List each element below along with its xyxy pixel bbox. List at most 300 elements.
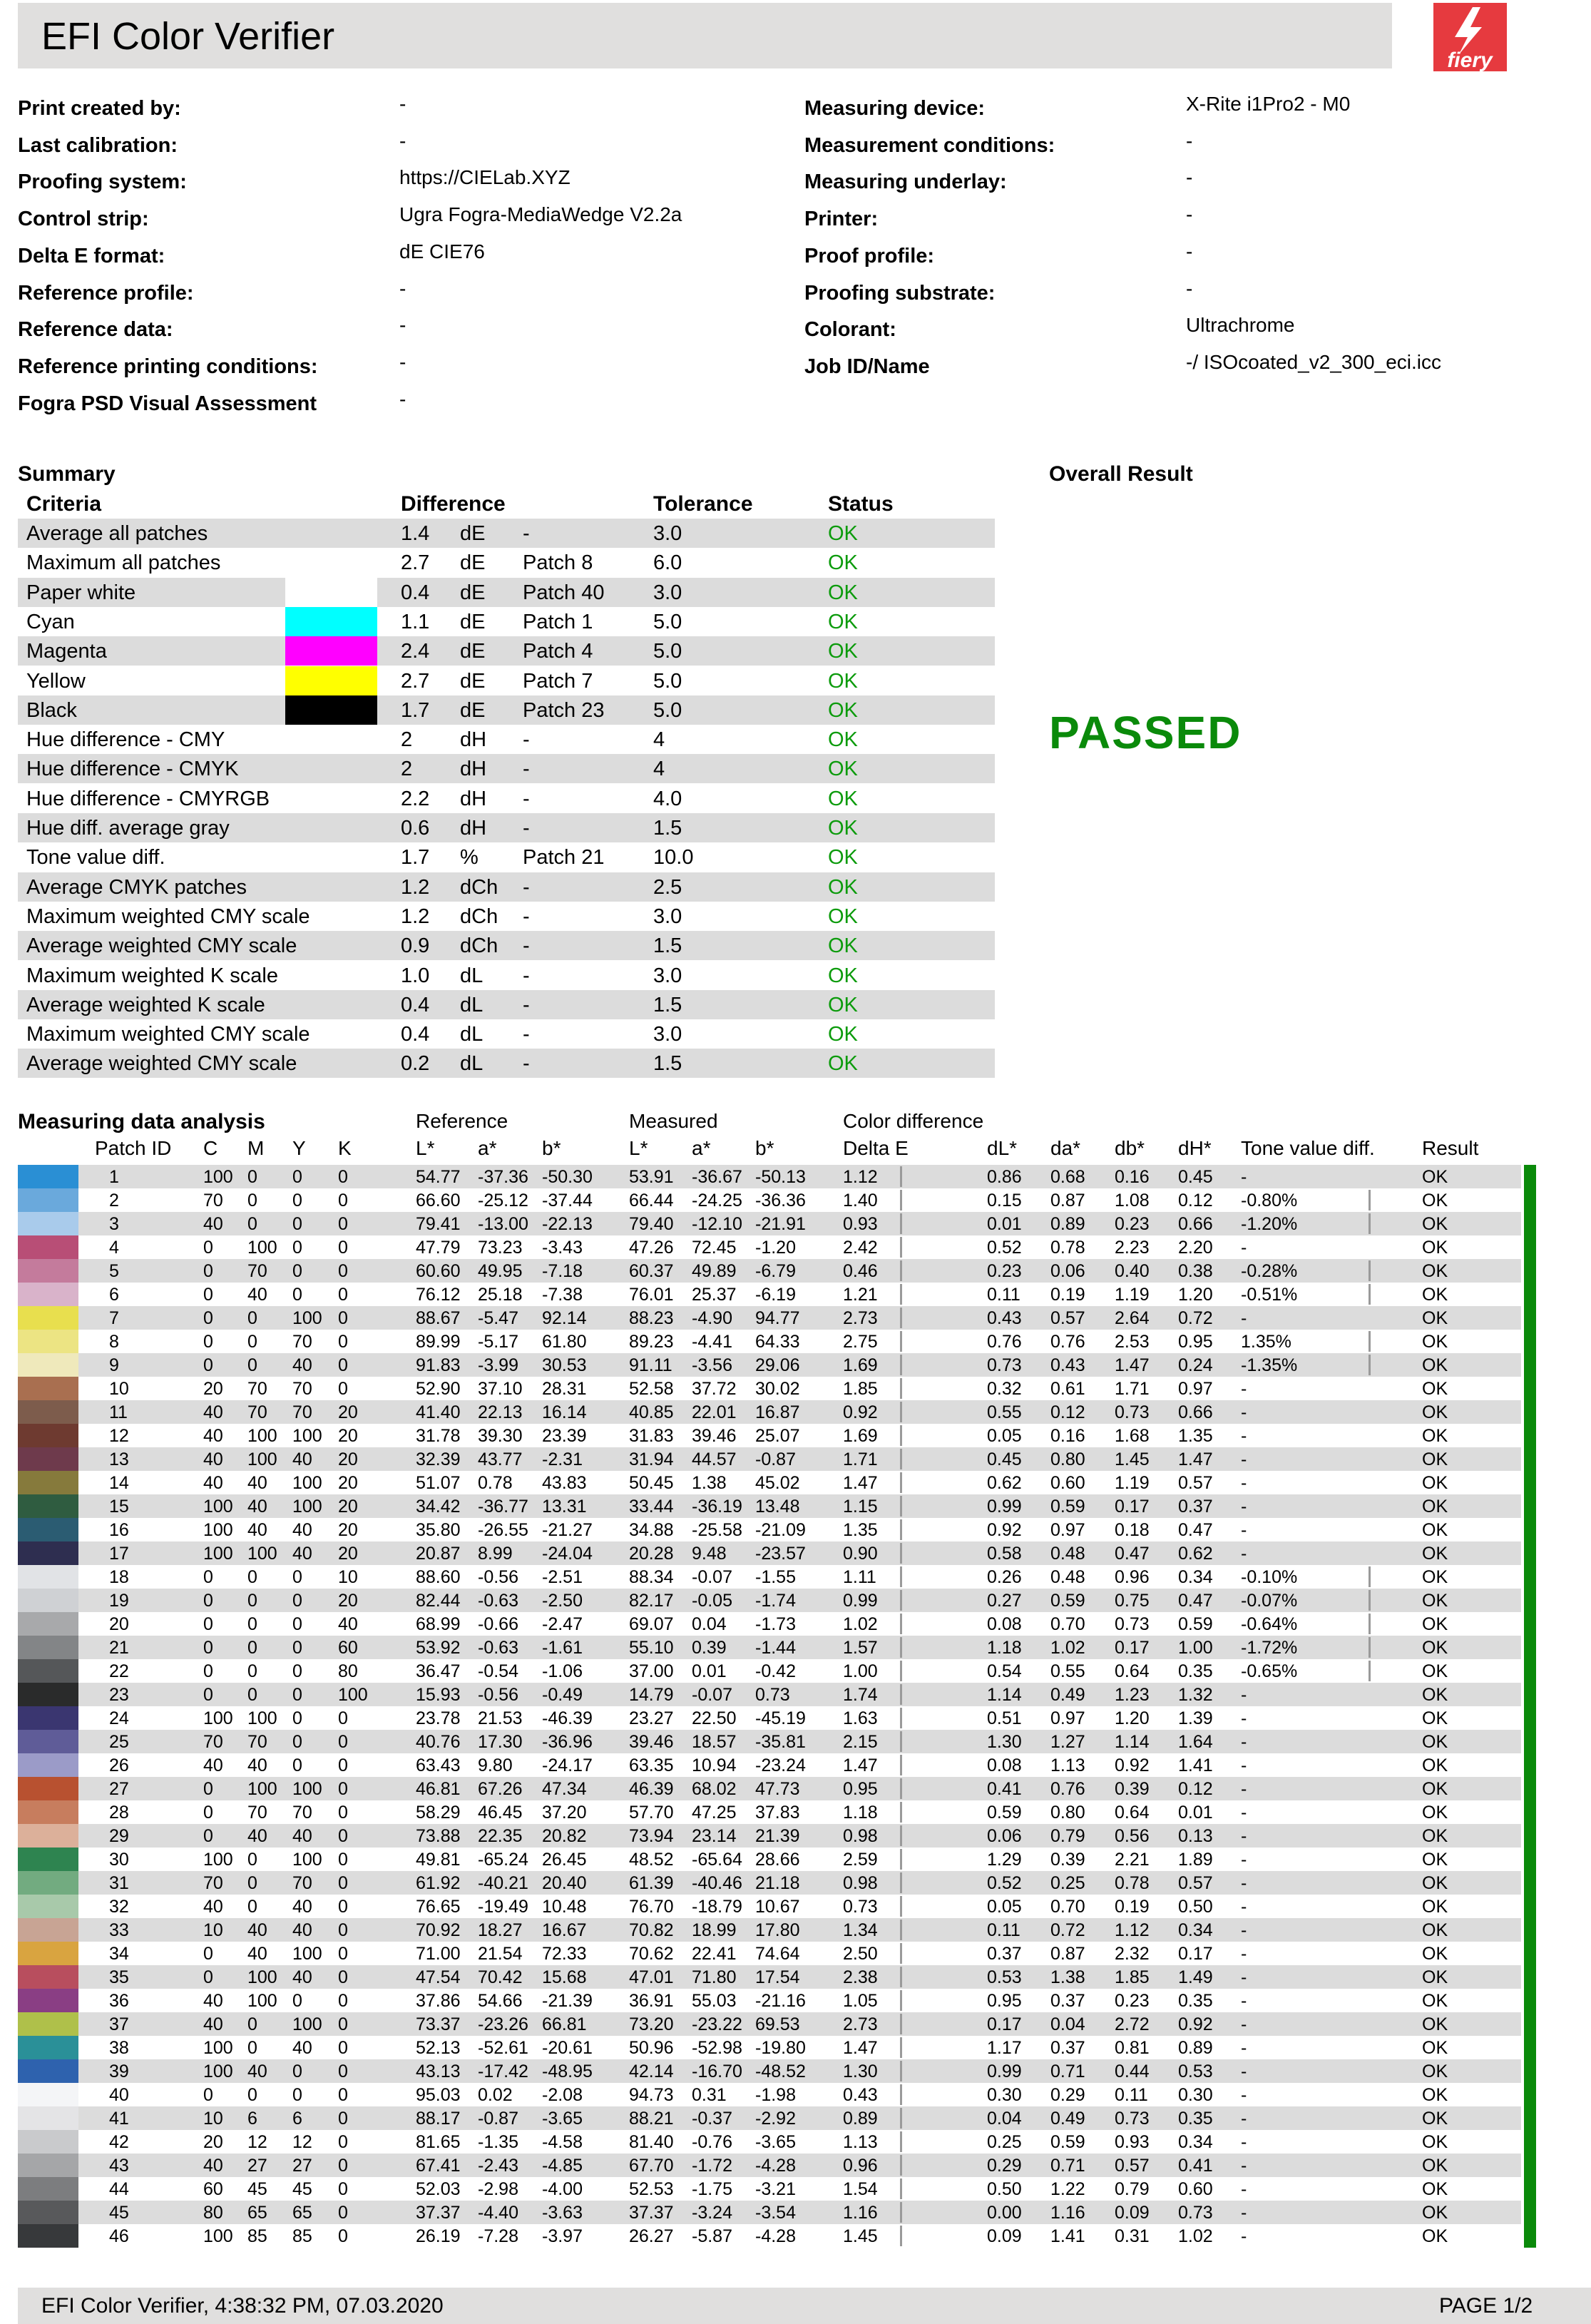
cell-a-: 17.30 [478, 1732, 523, 1752]
cell-result: OK [1422, 1332, 1448, 1352]
cell-l-: 61.92 [416, 1873, 461, 1893]
cell-db-: 0.18 [1115, 1520, 1150, 1540]
cell-a-: 73.23 [478, 1238, 523, 1258]
cell-c: 0 [203, 1944, 213, 1964]
cell-b-: -4.28 [755, 2156, 796, 2176]
cell-patch-id: 16 [109, 1520, 129, 1540]
cell-tone-value-diff-: -0.65% [1241, 1661, 1298, 1681]
cell-c: 10 [203, 1920, 223, 1940]
delta-e-bar [900, 1872, 902, 1893]
cell-b-: 10.67 [755, 1897, 800, 1917]
worst-patch: Patch 23 [523, 698, 605, 722]
cell-k: 0 [338, 2061, 348, 2081]
cell-k: 0 [338, 1285, 348, 1305]
data-row [18, 1777, 1521, 1800]
column-header: K [338, 1137, 352, 1159]
data-row [18, 1730, 1521, 1753]
cell-m: 40 [247, 1520, 267, 1540]
delta-e-bar [900, 2108, 902, 2129]
cell-a-: -25.58 [692, 1520, 742, 1540]
criteria-label: Cyan [26, 610, 75, 633]
cell-y: 0 [292, 1991, 302, 2011]
tolerance-value: 2.5 [653, 875, 682, 899]
cell-l-: 35.80 [416, 1520, 461, 1540]
cell-patch-id: 26 [109, 1755, 129, 1775]
cell-c: 100 [203, 2226, 233, 2246]
cell-tone-value-diff-: - [1241, 1708, 1247, 1728]
delta-e-bar [900, 1260, 902, 1281]
cell-a-: 22.13 [478, 1402, 523, 1422]
color-swatch [285, 695, 377, 725]
cell-l-: 63.43 [416, 1755, 461, 1775]
cell-b-: 0.73 [755, 1685, 790, 1705]
cell-l-: 37.37 [629, 2203, 674, 2223]
cell-k: 20 [338, 1473, 358, 1493]
column-header: a* [692, 1137, 711, 1159]
cell-b-: 21.18 [755, 1873, 800, 1893]
cell-a-: 18.99 [692, 1920, 737, 1940]
cell-a-: 0.31 [692, 2085, 727, 2105]
cell-result: OK [1422, 1991, 1448, 2011]
cell-k: 0 [338, 2203, 348, 2223]
patch-swatch [18, 1871, 78, 1895]
cell-l-: 70.92 [416, 1920, 461, 1940]
cell-da-: 0.25 [1050, 1873, 1085, 1893]
cell-delta-e: 0.73 [843, 1897, 878, 1917]
difference-value: 0.4 [401, 993, 430, 1016]
cell-dl-: 0.51 [987, 1708, 1022, 1728]
patch-swatch [18, 1989, 78, 2012]
cell-l-: 67.70 [629, 2156, 674, 2176]
cell-da-: 1.27 [1050, 1732, 1085, 1752]
summary-row [18, 636, 995, 666]
cell-delta-e: 1.15 [843, 1497, 878, 1517]
cell-k: 0 [338, 1873, 348, 1893]
cell-b-: -2.50 [542, 1591, 583, 1611]
cell-b-: 45.02 [755, 1473, 800, 1493]
data-row [18, 2106, 1521, 2130]
cell-b-: 26.45 [542, 1850, 587, 1870]
cell-dl-: 0.04 [987, 2109, 1022, 2129]
cell-a-: -2.98 [478, 2179, 518, 2199]
cell-l-: 34.88 [629, 1520, 674, 1540]
delta-e-bar [900, 1614, 902, 1634]
cell-result: OK [1422, 2156, 1448, 2176]
cell-db-: 1.20 [1115, 1708, 1150, 1728]
cell-m: 0 [247, 2038, 257, 2058]
delta-e-bar [900, 1731, 902, 1752]
cell-dh-: 0.57 [1178, 1873, 1213, 1893]
cell-dh-: 0.35 [1178, 1991, 1213, 2011]
cell-y: 0 [292, 1685, 302, 1705]
cell-y: 0 [292, 1167, 302, 1187]
cell-patch-id: 22 [109, 1661, 129, 1681]
cell-dl-: 0.58 [987, 1544, 1022, 1564]
difference-value: 2.7 [401, 551, 430, 575]
cell-l-: 88.21 [629, 2109, 674, 2129]
tone-value-bar [1369, 1637, 1371, 1658]
info-value: - [399, 129, 406, 152]
info-value: -/ ISOcoated_v2_300_eci.icc [1186, 350, 1441, 373]
cell-dh-: 0.34 [1178, 2132, 1213, 2152]
cell-b-: 28.31 [542, 1379, 587, 1399]
page-number: PAGE 1/2 [1439, 2294, 1533, 2318]
cell-dh-: 0.53 [1178, 2061, 1213, 2081]
cell-y: 0 [292, 1214, 302, 1234]
info-value: X-Rite i1Pro2 - M0 [1186, 93, 1351, 115]
cell-tone-value-diff-: - [1241, 2109, 1247, 2129]
status-value: OK [828, 551, 858, 575]
cell-m: 100 [247, 1708, 277, 1728]
cell-k: 0 [338, 2156, 348, 2176]
cell-b-: 94.77 [755, 1308, 800, 1328]
cell-l-: 23.78 [416, 1708, 461, 1728]
cell-k: 20 [338, 1497, 358, 1517]
cell-a-: 39.30 [478, 1426, 523, 1446]
cell-db-: 0.47 [1115, 1544, 1150, 1564]
cell-b-: -4.00 [542, 2179, 583, 2199]
cell-y: 100 [292, 1944, 322, 1964]
cell-tone-value-diff-: - [1241, 1967, 1247, 1987]
info-label: Colorant: [804, 318, 896, 342]
cell-da-: 1.22 [1050, 2179, 1085, 2199]
cell-a-: 72.45 [692, 1238, 737, 1258]
cell-delta-e: 1.00 [843, 1661, 878, 1681]
data-row [18, 2059, 1521, 2083]
cell-a-: 70.42 [478, 1967, 523, 1987]
cell-dh-: 1.41 [1178, 1755, 1213, 1775]
info-label: Reference printing conditions: [18, 355, 318, 378]
cell-db-: 2.72 [1115, 2014, 1150, 2034]
cell-db-: 0.17 [1115, 1638, 1150, 1658]
cell-a-: -40.21 [478, 1873, 528, 1893]
patch-swatch [18, 1565, 78, 1589]
cell-a-: 23.14 [692, 1826, 737, 1846]
cell-da-: 1.41 [1050, 2226, 1085, 2246]
cell-l-: 42.14 [629, 2061, 674, 2081]
patch-swatch [18, 1753, 78, 1777]
worst-patch: - [523, 964, 530, 987]
cell-result: OK [1422, 1779, 1448, 1799]
cell-c: 40 [203, 1755, 223, 1775]
worst-patch: - [523, 787, 530, 810]
cell-l-: 67.41 [416, 2156, 461, 2176]
summary-row [18, 1019, 995, 1049]
cell-m: 0 [247, 1850, 257, 1870]
cell-da-: 0.59 [1050, 1591, 1085, 1611]
cell-l-: 69.07 [629, 1614, 674, 1634]
cell-da-: 0.59 [1050, 1497, 1085, 1517]
data-row [18, 1589, 1521, 1612]
cell-m: 40 [247, 1826, 267, 1846]
cell-patch-id: 36 [109, 1991, 129, 2011]
cell-delta-e: 0.99 [843, 1591, 878, 1611]
criteria-label: Average weighted K scale [26, 993, 265, 1016]
delta-e-bar [900, 1778, 902, 1799]
tolerance-value: 5.0 [653, 669, 682, 693]
cell-y: 45 [292, 2179, 312, 2199]
cell-delta-e: 2.75 [843, 1332, 878, 1352]
cell-result: OK [1422, 1661, 1448, 1681]
cell-db-: 0.23 [1115, 1214, 1150, 1234]
cell-tone-value-diff-: - [1241, 1402, 1247, 1422]
cell-a-: 49.89 [692, 1261, 737, 1281]
column-header: Patch ID [95, 1137, 172, 1159]
cell-delta-e: 1.05 [843, 1991, 878, 2011]
cell-l-: 50.45 [629, 1473, 674, 1493]
cell-a-: -52.98 [692, 2038, 742, 2058]
data-row [18, 1753, 1521, 1777]
cell-db-: 0.93 [1115, 2132, 1150, 2152]
cell-a-: 43.77 [478, 1449, 523, 1469]
cell-b-: 10.48 [542, 1897, 587, 1917]
cell-m: 0 [247, 1661, 257, 1681]
cell-l-: 37.37 [416, 2203, 461, 2223]
data-row [18, 1235, 1521, 1259]
cell-b-: 17.80 [755, 1920, 800, 1940]
cell-k: 0 [338, 2085, 348, 2105]
cell-result: OK [1422, 1379, 1448, 1399]
cell-patch-id: 2 [109, 1191, 119, 1211]
cell-b-: -36.36 [755, 1191, 806, 1211]
column-header: C [203, 1137, 218, 1159]
cell-y: 0 [292, 1238, 302, 1258]
cell-l-: 48.52 [629, 1850, 674, 1870]
cell-db-: 0.17 [1115, 1497, 1150, 1517]
lightning-icon [1433, 3, 1507, 71]
cell-da-: 0.06 [1050, 1261, 1085, 1281]
cell-l-: 31.78 [416, 1426, 461, 1446]
cell-c: 0 [203, 1332, 213, 1352]
fiery-logo [1433, 3, 1507, 71]
cell-dh-: 0.12 [1178, 1191, 1213, 1211]
cell-da-: 1.02 [1050, 1638, 1085, 1658]
cell-da-: 0.60 [1050, 1473, 1085, 1493]
delta-e-bar [900, 2061, 902, 2081]
cell-result: OK [1422, 1803, 1448, 1823]
patch-swatch [18, 2059, 78, 2083]
cell-a-: -0.37 [692, 2109, 732, 2129]
cell-b-: -1.73 [755, 1614, 796, 1634]
data-row [18, 1541, 1521, 1565]
cell-l-: 66.44 [629, 1191, 674, 1211]
cell-l-: 46.39 [629, 1779, 674, 1799]
criteria-label: Paper white [26, 581, 136, 604]
cell-c: 100 [203, 1850, 233, 1870]
cell-tone-value-diff-: - [1241, 1873, 1247, 1893]
data-row [18, 1494, 1521, 1518]
cell-m: 0 [247, 1355, 257, 1375]
cell-a-: 54.66 [478, 1991, 523, 2011]
cell-b-: 23.39 [542, 1426, 587, 1446]
cell-patch-id: 39 [109, 2061, 129, 2081]
tone-value-bar [1369, 1661, 1371, 1681]
cell-k: 0 [338, 2038, 348, 2058]
cell-delta-e: 2.38 [843, 1967, 878, 1987]
patch-swatch [18, 1636, 78, 1659]
cell-a-: -1.72 [692, 2156, 732, 2176]
patch-swatch [18, 1800, 78, 1824]
tolerance-value: 3.0 [653, 522, 682, 545]
cell-dl-: 0.52 [987, 1873, 1022, 1893]
cell-dl-: 0.54 [987, 1661, 1022, 1681]
cell-c: 40 [203, 1449, 223, 1469]
cell-l-: 26.27 [629, 2226, 674, 2246]
data-row [18, 1683, 1521, 1706]
cell-l-: 60.60 [416, 1261, 461, 1281]
cell-k: 20 [338, 1591, 358, 1611]
cell-da-: 0.57 [1050, 1308, 1085, 1328]
cell-patch-id: 10 [109, 1379, 129, 1399]
cell-k: 20 [338, 1520, 358, 1540]
cell-result: OK [1422, 1567, 1448, 1587]
cell-db-: 1.47 [1115, 1355, 1150, 1375]
cell-l-: 76.65 [416, 1897, 461, 1917]
cell-dh-: 0.89 [1178, 2038, 1213, 2058]
cell-m: 6 [247, 2109, 257, 2129]
cell-delta-e: 1.30 [843, 2061, 878, 2081]
cell-l-: 39.46 [629, 1732, 674, 1752]
cell-b-: 30.02 [755, 1379, 800, 1399]
cell-l-: 79.41 [416, 1214, 461, 1234]
cell-a-: -1.75 [692, 2179, 732, 2199]
summary-row [18, 784, 995, 813]
cell-b-: 37.83 [755, 1803, 800, 1823]
cell-dl-: 0.62 [987, 1473, 1022, 1493]
cell-dl-: 0.25 [987, 2132, 1022, 2152]
cell-c: 0 [203, 1661, 213, 1681]
cell-delta-e: 1.69 [843, 1426, 878, 1446]
cell-db-: 1.19 [1115, 1473, 1150, 1493]
cell-b-: 25.07 [755, 1426, 800, 1446]
cell-da-: 0.97 [1050, 1520, 1085, 1540]
data-row [18, 1800, 1521, 1824]
cell-l-: 89.23 [629, 1332, 674, 1352]
cell-b-: -0.42 [755, 1661, 796, 1681]
cell-dl-: 0.95 [987, 1991, 1022, 2011]
cell-k: 100 [338, 1685, 368, 1705]
cell-c: 0 [203, 1685, 213, 1705]
cell-b-: -23.57 [755, 1544, 806, 1564]
patch-swatch [18, 2036, 78, 2059]
difference-value: 0.9 [401, 934, 430, 958]
cell-db-: 1.14 [1115, 1732, 1150, 1752]
cell-a-: -4.90 [692, 1308, 732, 1328]
cell-y: 40 [292, 1355, 312, 1375]
cell-delta-e: 1.34 [843, 1920, 878, 1940]
tolerance-value: 10.0 [653, 846, 694, 870]
cell-delta-e: 1.47 [843, 1755, 878, 1775]
cell-dl-: 0.15 [987, 1191, 1022, 1211]
cell-dh-: 0.72 [1178, 1308, 1213, 1328]
cell-da-: 0.16 [1050, 1426, 1085, 1446]
cell-a-: 44.57 [692, 1449, 737, 1469]
delta-e-bar [900, 1637, 902, 1658]
summary-row [18, 813, 995, 842]
data-row [18, 1330, 1521, 1353]
cell-k: 0 [338, 1967, 348, 1987]
cell-dh-: 0.66 [1178, 1214, 1213, 1234]
cell-patch-id: 20 [109, 1614, 129, 1634]
criteria-label: Average weighted CMY scale [26, 1052, 297, 1076]
cell-k: 0 [338, 2132, 348, 2152]
cell-y: 100 [292, 2014, 322, 2034]
cell-m: 0 [247, 1214, 257, 1234]
cell-a-: -3.24 [692, 2203, 732, 2223]
cell-db-: 0.56 [1115, 1826, 1150, 1846]
cell-delta-e: 0.96 [843, 2156, 878, 2176]
cell-b-: -4.85 [542, 2156, 583, 2176]
cell-b-: -21.27 [542, 1520, 593, 1540]
cell-tone-value-diff-: -0.07% [1241, 1591, 1298, 1611]
delta-e-bar [900, 1590, 902, 1611]
worst-patch: Patch 40 [523, 581, 605, 604]
status-value: OK [828, 904, 858, 928]
cell-y: 70 [292, 1402, 312, 1422]
patch-swatch [18, 1848, 78, 1871]
cell-db-: 1.23 [1115, 1685, 1150, 1705]
cell-b-: 43.83 [542, 1473, 587, 1493]
cell-y: 40 [292, 1449, 312, 1469]
cell-tone-value-diff-: - [1241, 2179, 1247, 2199]
status-value: OK [828, 581, 858, 604]
difference-unit: dH [460, 787, 487, 810]
cell-a-: -7.28 [478, 2226, 518, 2246]
cell-da-: 0.43 [1050, 1355, 1085, 1375]
patch-swatch [18, 1777, 78, 1800]
cell-l-: 91.11 [629, 1355, 672, 1375]
cell-a-: -18.79 [692, 1897, 742, 1917]
cell-delta-e: 1.47 [843, 2038, 878, 2058]
cell-m: 0 [247, 1308, 257, 1328]
cell-c: 70 [203, 1873, 223, 1893]
cell-patch-id: 19 [109, 1591, 129, 1611]
cell-c: 40 [203, 2014, 223, 2034]
patch-swatch [18, 1612, 78, 1636]
cell-l-: 81.40 [629, 2132, 674, 2152]
cell-a-: -13.00 [478, 1214, 528, 1234]
summary-row [18, 548, 995, 577]
worst-patch: Patch 21 [523, 846, 605, 870]
status-value: OK [828, 964, 858, 987]
cell-m: 70 [247, 1379, 267, 1399]
cell-result: OK [1422, 1638, 1448, 1658]
cell-b-: 30.53 [542, 1355, 587, 1375]
cell-a-: -25.12 [478, 1191, 528, 1211]
cell-m: 40 [247, 2061, 267, 2081]
cell-c: 100 [203, 1497, 233, 1517]
tolerance-value: 1.5 [653, 817, 682, 840]
cell-m: 0 [247, 1567, 257, 1587]
cell-dl-: 0.27 [987, 1591, 1022, 1611]
cell-dh-: 0.45 [1178, 1167, 1213, 1187]
cell-k: 10 [338, 1567, 358, 1587]
cell-l-: 20.28 [629, 1544, 674, 1564]
cell-l-: 37.00 [629, 1661, 674, 1681]
cell-delta-e: 1.71 [843, 1449, 878, 1469]
cell-l-: 57.70 [629, 1803, 674, 1823]
cell-result: OK [1422, 1355, 1448, 1375]
column-header: dL* [987, 1137, 1018, 1159]
cell-dl-: 0.55 [987, 1402, 1022, 1422]
cell-patch-id: 43 [109, 2156, 129, 2176]
cell-l-: 73.20 [629, 2014, 674, 2034]
cell-dh-: 1.47 [1178, 1449, 1213, 1469]
patch-swatch [18, 1589, 78, 1612]
cell-b-: -24.04 [542, 1544, 593, 1564]
cell-l-: 76.70 [629, 1897, 674, 1917]
difference-value: 2.2 [401, 787, 430, 810]
